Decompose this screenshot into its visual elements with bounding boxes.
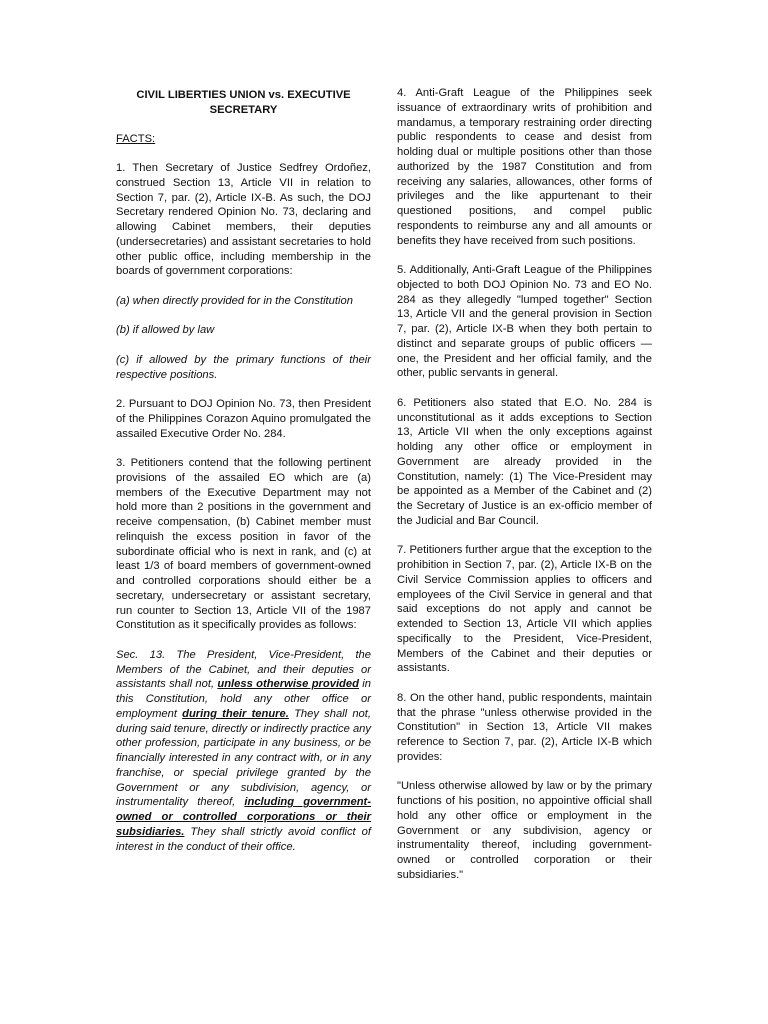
sec13-underline-2: during their tenure. <box>182 707 289 720</box>
condition-b: (b) if allowed by law <box>116 324 215 337</box>
paragraph-4: 4. Anti-Graft League of the Philippines seek issuance of extraordinary writs of prohibition and mandamus, a temporary restraining order directing public respondents to cease and desist from holding dual or multiple positions other than those authorized by the 1987 Constitution and from receiving any salaries, allowances, other forms of privileges and the like appurtenant to their questioned positions, and compel public respondents to reimburse any and all amounts or benefits they have received from such positions. <box>397 87 652 247</box>
paragraph-7: 7. Petitioners further argue that the exception to the prohibition in Section 7, par. (2), Article IX-B on the Civil Service Commission applies to officers and employees of the Civil Service in general and that said exceptions do not apply and cannot be extended to Section 13, Article VII which applies specifically to the President, Vice-President, Members of the Cabinet and their deputies or assistants. <box>397 544 652 675</box>
paragraph-6: 6. Petitioners also stated that E.O. No. 284 is unconstitutional as it adds exceptions to Section 13, Article VII when the only exceptions against holding any other office or employment in Government are already provided in the Constitution, namely: (1) The Vice-President may be appointed as a Member of the Cabinet and (2) the Secretary of Justice is an ex-officio member of the Judicial and Bar Council. <box>397 396 652 527</box>
right-column <box>397 86 652 897</box>
paragraph-8: 8. On the other hand, public respondents, maintain that the phrase "unless otherwise provided in the Constitution" in Section 13, Article VII makes reference to Section 7, par. (2), Article IX-B which provides: <box>397 691 652 763</box>
sec13-text-4: They shall strictly avoid conflict of interest in the conduct of their office. <box>116 825 371 853</box>
condition-c: (c) if allowed by the primary functions of their respective positions. <box>116 353 371 381</box>
sec13-text-1: Sec. 13. The President, Vice-President, the Members of the Cabinet, and their deputies or assistants shall not, <box>116 648 371 691</box>
sec13-text-3: They shall not, during said tenure, directly or indirectly practice any other profession, participate in any business, or be financially interested in any contract with, or in any franchise, or special privilege granted by the Government or any subdivision, agency, or instrumentality thereof, <box>116 707 371 809</box>
paragraph-3: 3. Petitioners contend that the following pertinent provisions of the assailed EO which are (a) members of the Executive Department may not hold more than 2 positions in the government and receive compensation, (b) Cabinet member must relinquish the excess position in favor of the subordinate official who is next in rank, and (c) at least 1/3 of board members of government-owned and controlled corporations should either be a secretary, undersecretary or assistant secretary, run counter to Section 13, Article VII of the 1987 Constitution as it specifically provides as follows: <box>116 457 371 632</box>
case-title: CIVIL LIBERTIES UNION vs. EXECUTIVE SECRETARY <box>136 89 351 116</box>
paragraph-5: 5. Additionally, Anti-Graft League of the Philippines objected to both DOJ Opinion No. 73 and EO No. 284 as they allegedly "lumped together" Section 13, Article VII and the general provision in Section 7, par. (2), Article IX-B when they both pertain to distinct and separate groups of public officers — one, the President and her official family, and the other, public servants in general. <box>397 264 652 380</box>
left-column <box>116 86 371 869</box>
paragraph-2: 2. Pursuant to DOJ Opinion No. 73, then President of the Philippines Corazon Aquino promulgated the assailed Executive Order No. 284. <box>116 398 371 440</box>
section-13-quote <box>116 648 371 855</box>
facts-heading: FACTS: <box>116 132 156 145</box>
sec13-underline-3: including government-owned or controlled corporations or their subsidiaries. <box>116 796 371 838</box>
sec13-underline-1: unless otherwise provided <box>217 678 359 691</box>
article-ix-b-quote: "Unless otherwise allowed by law or by the primary functions of his position, no appointive official shall hold any other office or employment in the Government or any subdivision, agency or instrumentality thereof, including government-owned or controlled corporation or their subsidiaries." <box>397 780 652 881</box>
sec13-text-2: in this Constitution, hold any other office or employment <box>116 678 371 720</box>
paragraph-1: 1. Then Secretary of Justice Sedfrey Ordoñez, construed Section 13, Article VII in relation to Section 7, par. (2), Article IX-B. As such, the DOJ Secretary rendered Opinion No. 73, declaring and allowing Cabinet members, their deputies (undersecretaries) and assistant secretaries to hold other public office, including membership in the boards of government corporations: <box>116 162 371 278</box>
condition-a: (a) when directly provided for in the Constitution <box>116 294 353 307</box>
